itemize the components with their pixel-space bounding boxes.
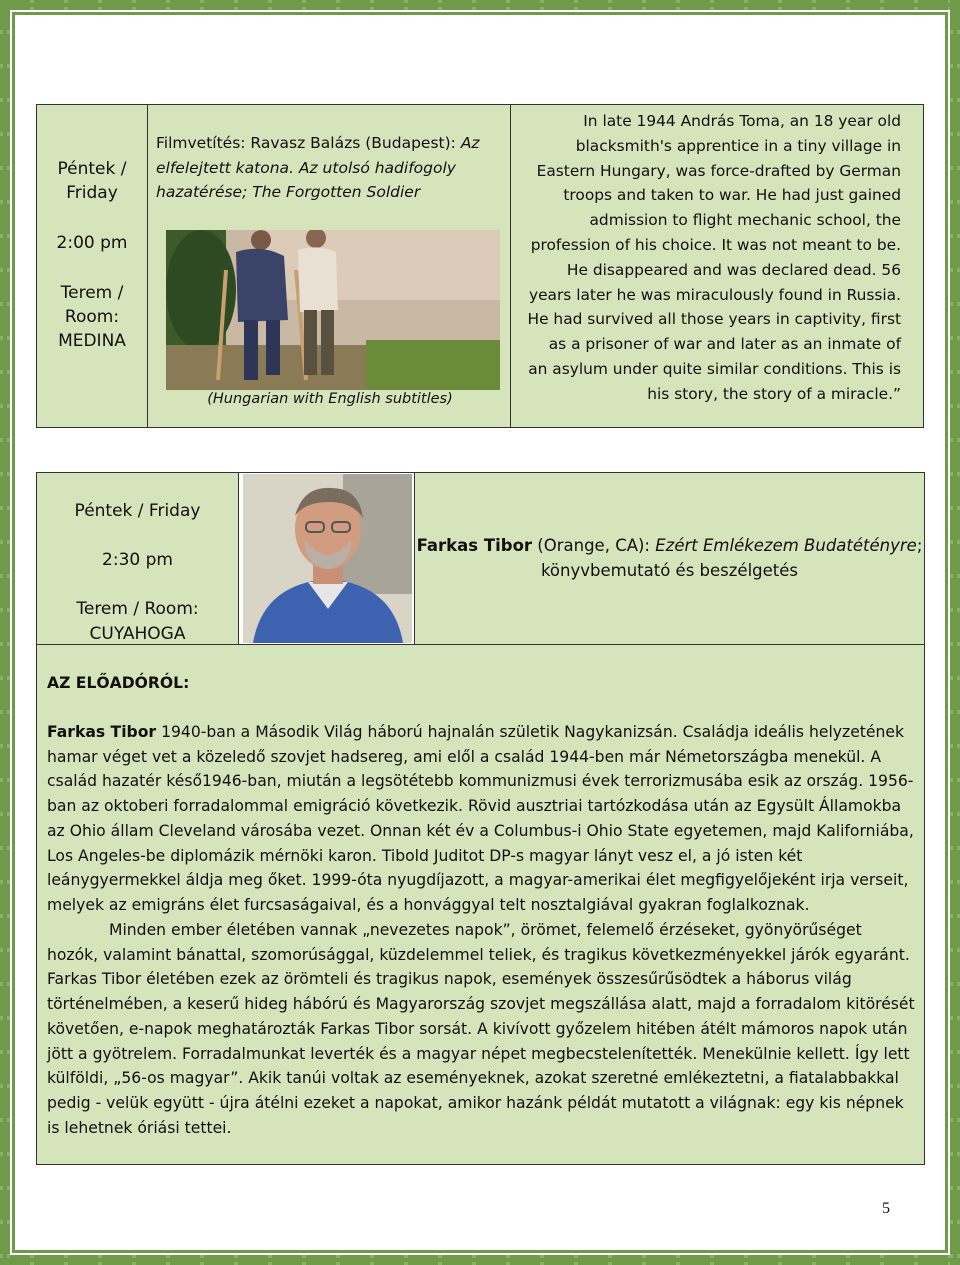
speaker-photo-cell bbox=[238, 472, 415, 645]
event2-about-section bbox=[36, 644, 925, 1165]
bio-text-1: 1940-ban a Második Világ háború hajnalán születik Nagykanizsán. Családja ideális helyzetének hamar véget vet a közeledő szovjet hadsereg, ami elől a család 1944-ben már Németországba menekül. A család hazatér késő1946-ban, miután a legsötétebb kommunizmusi évek terrorizmusába esik az ország. 1956-ban az oktoberi forradalommal emigráció következik. Rövid ausztriai tartózkodása után az Egysült Államokba az Ohio állam Cleveland városába vezet. Onnan két év a Columbus-i Ohio State egyetemen, majd Kaliforniába, Los Angeles-be diplomázik mérnöki karon. Tibold Juditot DP-s magyar lányt vesz el, a jó isten két leánygyermekkel áldja meg őket. 1999-óta nyugdíjazott, a magyar-amerikai élet megfigyelőjeként irja verseit, melyek az emigráns élet furcsaságaival, és a honvággyal telt nosztalgiával gyakran foglalkoznak. bbox=[47, 722, 914, 914]
speaker-photo bbox=[243, 474, 412, 643]
event1-time-cell bbox=[36, 104, 148, 428]
film-still-photo bbox=[166, 230, 500, 390]
event2-time-cell bbox=[36, 472, 239, 645]
page-number: 5 bbox=[882, 1200, 890, 1217]
bio-paragraph-2: Minden ember életében vannak „nevezetes napok”, örömet, felemelő érzéseket, gyönyörűséget hozók, valamint bánattal, szomorúsággal, küzdelemmel teliek, és tragikus következményekkel járók egyaránt. Farkas Tibor életében ezek az örömteli és tragikus napok, események összesűrűsödtek a háborus világ történelmében, a keserű hideg hábórú és Magyarország szovjet megszállása alatt, majd a forradalom kitörését követően, e-napok meghatározták Farkas Tibor sorsát. A kivívott győzelem hitében átélt mámoros napok után jött a gyötrelem. Forradalmunkat leverték és a magyar népet megbecstelenítették. Menekülnie kellett. Így lett külföldi, „56-os magyar”. Akik tanúi voltak az eseményeknek, azokat szeretné emlékeztetni, a fiatalabbakkal pedig - velük együtt - újra átélni ezeket a napokat, amikor hazánk példát mutatott a világnak: egy kis népnek is lehetnek óriási tettei. bbox=[47, 920, 915, 1137]
event1-room: MEDINA bbox=[58, 331, 126, 351]
event2-time: 2:30 pm bbox=[102, 550, 173, 570]
event1-room-label: Terem / bbox=[60, 283, 124, 303]
event2-speaker: Farkas Tibor bbox=[416, 536, 533, 555]
event1-film-cell bbox=[147, 104, 511, 428]
event1-film-title bbox=[156, 131, 504, 205]
event2-book-title: Ezért Emlékezem Budatétényre bbox=[655, 536, 917, 555]
event1-description: In late 1944 András Toma, an 18 year old blacksmith's apprentice in a tiny village in Eastern Hungary, was force-drafted by German troops and taken to war. He had just gained admission to flight mechanic school, the profession of his choice. It was not meant to be. He disappeared and was declared dead. 56 years later he was miraculously found in Russia. He had survived all those years in captivity, first as a prisoner of war and later as an inmate of an asylum under quite similar conditions. This is his story, the story of a miracle.” bbox=[510, 104, 924, 428]
film-caption: (Hungarian with English subtitles) bbox=[207, 391, 453, 407]
event1-time: 2:00 pm bbox=[56, 233, 128, 253]
event1-day-en: Friday bbox=[66, 183, 118, 203]
event2-speaker-origin: (Orange, CA): bbox=[537, 536, 650, 555]
film-title-italic: Az elfelejtett katona. Az utolsó hadifogoly hazatérése; The Forgotten Soldier bbox=[156, 134, 480, 201]
event1-day: Péntek / bbox=[57, 159, 127, 179]
bio-paragraph-1 bbox=[47, 720, 916, 918]
event1-room-label-en: Room: bbox=[64, 307, 120, 327]
event2-subtitle: könyvbemutató és beszélgetés bbox=[540, 560, 799, 580]
event2-book-suffix: ; bbox=[916, 536, 923, 555]
event2-room: CUYAHOGA bbox=[89, 623, 186, 644]
about-heading: AZ ELŐADÓRÓL: bbox=[47, 674, 190, 692]
bio-name: Farkas Tibor bbox=[47, 722, 157, 741]
event2-title bbox=[414, 472, 925, 645]
film-title-prefix: Filmvetítés: Ravasz Balázs (Budapest): bbox=[156, 134, 456, 152]
event2-room-label: Terem / Room: bbox=[76, 599, 199, 619]
event2-day: Péntek / Friday bbox=[74, 501, 201, 521]
